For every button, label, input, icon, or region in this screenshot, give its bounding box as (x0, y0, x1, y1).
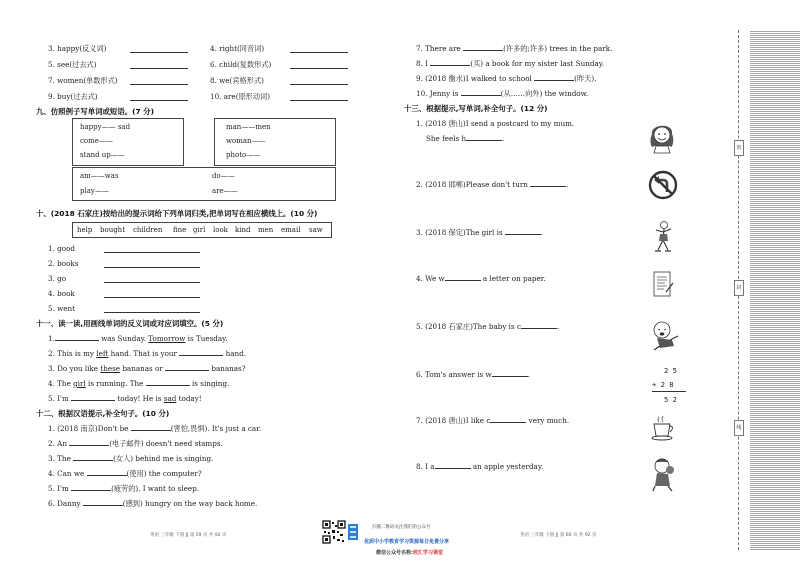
pic-sentence-3: 3. (2018 保定)The girl is . (416, 228, 544, 237)
classify-3: 3. go (48, 274, 67, 283)
answer-blank (104, 246, 200, 253)
hint-3: 3. The (女人) behind me is singing. (48, 454, 214, 463)
hint-9: 9. (2018 衡水)I walked to school (昨天). (416, 74, 597, 83)
pic-sentence-4: 4. We w a letter on paper. (416, 274, 546, 283)
pic-sentence-6: 6. Tom's answer is w . (416, 370, 530, 379)
math-line-1: 2 5 (664, 366, 677, 375)
q-row-4: 9. buy(过去式) (48, 92, 98, 101)
happy-girl-illustration (648, 120, 676, 154)
word: men (258, 226, 274, 234)
pic-sentence-1b: She feels h . (426, 134, 505, 143)
word: saw (309, 226, 323, 234)
word: bought (100, 226, 126, 234)
eating-boy-illustration (648, 456, 680, 492)
answer-blank (290, 78, 348, 85)
example-9: do—— (212, 172, 235, 180)
answer-blank (290, 94, 348, 101)
example-1: happy—— sad (80, 123, 131, 131)
section-12-title: 十二、根据汉语提示,补全句子。(10 分) (36, 409, 170, 418)
account-name: 校汇学习课堂 (413, 550, 444, 556)
hint-7: 7. There are (许多的;许多) trees in the park. (416, 44, 613, 53)
answer-blank (130, 78, 188, 85)
antonym-4: 4. The girl is running. The is singing. (48, 379, 230, 388)
q-row-3r: 8. we(宾格形式) (210, 76, 264, 85)
example-8: play—— (80, 187, 109, 195)
hint-1: 1. (2018 南京)Don't be (害怕,畏惧). It's just a car. (48, 424, 262, 433)
binding-label: 线 (734, 420, 744, 436)
q-row-1 (48, 44, 107, 54)
section-13-title: 十三、根据提示,写单词,补全句子。(12 分) (404, 104, 548, 113)
antonym-5: 5. I'm today! He is sad today! (48, 394, 202, 403)
letter-paper-illustration (652, 270, 674, 300)
scan-caption: 扫描二维码关注我们的公众号 (372, 525, 431, 530)
example-3: stand up—— (80, 151, 125, 159)
math-line-2: + 2 8 (652, 380, 674, 389)
hint-8: 8. I (买) a book for my sister last Sunday. (416, 59, 605, 68)
classify-1: 1. good (48, 244, 75, 253)
promo-line-2: 微信公众号名称:校汇学习课堂 (376, 550, 444, 556)
answer-blank (104, 306, 200, 313)
q-row-2r: 6. child(复数形式) (210, 60, 272, 69)
word-bank (72, 222, 332, 238)
answer-blank (130, 94, 188, 101)
q-row-1r: 4. right(同音词) (210, 44, 265, 53)
section-9-title: 九、仿照例子写单词或短语。(7 分) (36, 107, 154, 116)
binding-label: 密 (734, 140, 744, 156)
q-row-2: 5. see(过去式) (48, 60, 97, 69)
example-10: are—— (212, 187, 238, 195)
page-footer-right: 英语 三年级 下册 JJ 第 60 页 共 92 页 (520, 533, 597, 538)
math-line-3: 5 2 (664, 395, 677, 404)
pic-sentence-8: 8. I a an apple yesterday. (416, 462, 544, 471)
example-2: come—— (80, 137, 113, 145)
hint-10: 10. Jenny is (从……向外) the window. (416, 89, 589, 98)
example-6: photo—— (226, 151, 261, 159)
classify-2: 2. books (48, 259, 79, 268)
skating-girl-illustration (652, 220, 674, 256)
q-left: 3. happy(反义词) (48, 44, 107, 53)
math-problem (648, 366, 688, 408)
answer-blank (130, 62, 188, 69)
hint-6: 6. Danny (感到) hungry on the way back home. (48, 499, 258, 508)
brand-logo-icon (348, 524, 358, 540)
answer-blank (104, 291, 200, 298)
word: help (77, 226, 93, 234)
classify-4: 4. book (48, 289, 75, 298)
answer-blank (104, 276, 200, 283)
answer-blank (104, 261, 200, 268)
antonym-2: 2. This is my left hand. That is your hand. (48, 349, 246, 358)
antonym-3: 3. Do you like these bananas or bananas? (48, 364, 246, 373)
word: email (281, 226, 301, 234)
section-11-title: 十一、读一读,用画线单词的反义词或对应词填空。(5 分) (36, 319, 224, 328)
pic-sentence-7: 7. (2018 唐山)I like c very much. (416, 416, 570, 425)
promo-line-1: 优质中小学教育学习资源每日免费分享 (364, 539, 450, 545)
hint-4: 4. Can we (使用) the computer? (48, 469, 202, 478)
no-turn-sign-icon (648, 170, 678, 200)
coffee-cup-illustration (650, 414, 676, 442)
example-5: woman—— (226, 137, 266, 145)
section-10-title: 十、(2018 石家庄)按给出的提示词给下列单词归类,把单词写在相应横线上。(10 分) (36, 209, 318, 218)
pic-sentence-2: 2. (2018 邯郸)Please don't turn . (416, 180, 569, 189)
binding-pattern (750, 30, 800, 550)
qr-code (322, 520, 346, 544)
answer-blank (130, 46, 188, 53)
answer-blank (290, 46, 348, 53)
crying-baby-illustration (648, 318, 682, 352)
word: look (213, 226, 228, 234)
answer-blank (290, 62, 348, 69)
pic-sentence-1: 1. (2018 唐山)I send a postcard to my mum. (416, 119, 575, 128)
hint-5: 5. I'm (疲劳的). I want to sleep. (48, 484, 200, 493)
q-row-4r: 10. are(原形动词) (210, 92, 271, 101)
classify-5: 5. went (48, 304, 76, 313)
hint-2: 2. An (电子邮件) doesn't need stamps. (48, 439, 223, 448)
binding-label: 封 (734, 280, 744, 296)
q-row-3: 7. women(单数形式) (48, 76, 118, 85)
word: children (133, 226, 163, 234)
word: kind (235, 226, 251, 234)
word: fine (173, 226, 187, 234)
pic-sentence-5: 5. (2018 石家庄)The baby is c . (416, 322, 560, 331)
example-7: am——was (80, 172, 119, 180)
antonym-1: 1. was Sunday. Tomorrow is Tuesday. (48, 334, 228, 343)
example-4: man——men (226, 123, 271, 131)
word: girl (193, 226, 206, 234)
page-footer-left: 英语 三年级 下册 JJ 第 59 页 共 92 页 (150, 533, 227, 538)
